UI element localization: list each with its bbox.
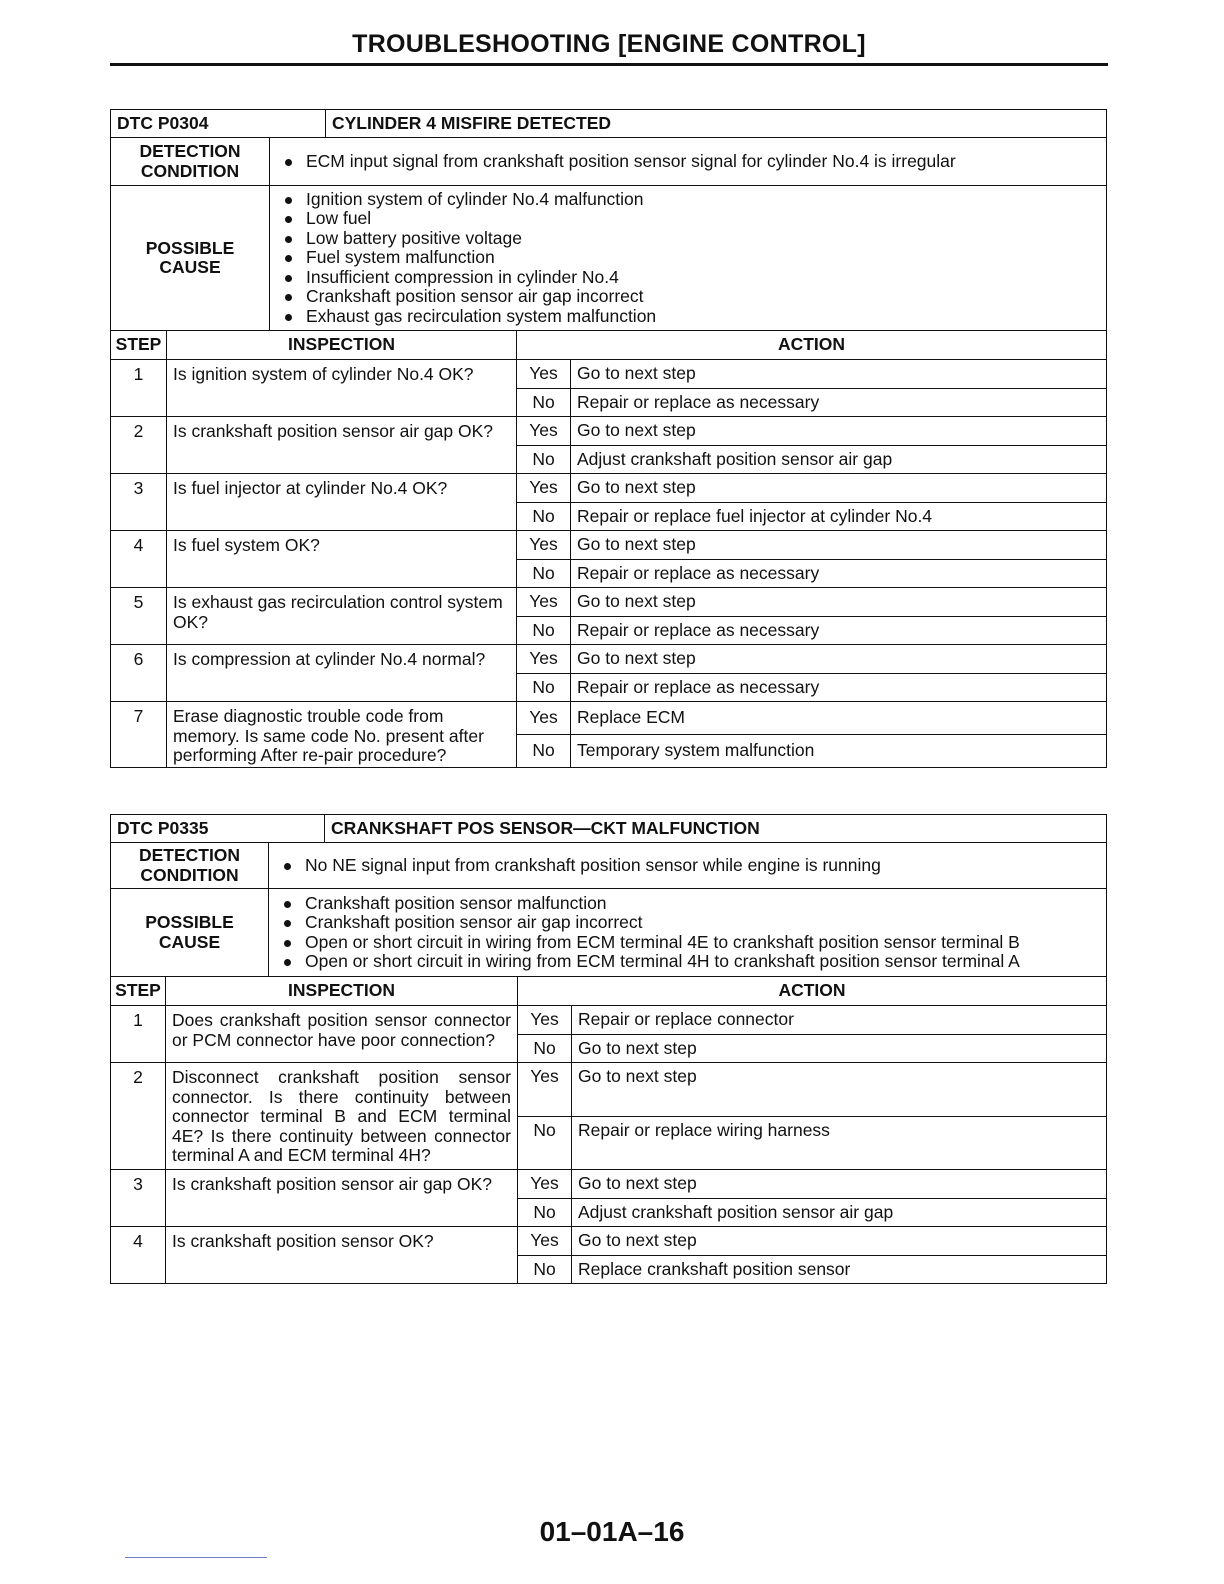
yes-action: Go to next step [571,474,1107,503]
yes-action: Go to next step [571,417,1107,446]
no-action: Temporary system malfunction [571,735,1107,768]
yes-label: Yes [518,1227,572,1256]
step-inspection: Is exhaust gas recirculation control system OK? [167,588,517,645]
step-inspection: Is crankshaft position sensor OK? [166,1227,518,1284]
dtc-name: CYLINDER 4 MISFIRE DETECTED [326,110,1107,138]
inspection-column-header: INSPECTION [166,977,518,1006]
yes-action: Go to next step [571,360,1107,389]
no-action: Repair or replace wiring harness [572,1117,1107,1170]
detection-condition-label [111,843,269,889]
detection-condition [270,138,1107,186]
action-column-header: ACTION [518,977,1107,1006]
cause-item: Open or short circuit in wiring from ECM terminal 4H to crankshaft position sensor terminal A [281,952,1100,972]
yes-action: Repair or replace connector [572,1006,1107,1035]
title-rule [110,63,1108,66]
action-column-header: ACTION [517,331,1107,360]
detection-label-line2: CONDITION [140,864,239,885]
no-label: No [517,389,571,417]
detection-condition [269,843,1107,889]
cause-item: Low fuel [282,209,1100,229]
detection-condition-label [111,138,270,186]
yes-label: Yes [518,1170,572,1199]
page-title: TROUBLESHOOTING [ENGINE CONTROL] [352,30,866,58]
detection-label-line1: DETECTION [139,141,241,161]
yes-label: Yes [518,1006,572,1035]
no-label: No [518,1117,572,1170]
cause-item: Crankshaft position sensor air gap incorrect [281,913,1100,933]
step-number: 1 [111,360,167,417]
possible-causes [269,889,1107,977]
no-label: No [518,1256,572,1284]
yes-action: Go to next step [572,1227,1107,1256]
dtc-name: CRANKSHAFT POS SENSOR—CKT MALFUNCTION [325,815,1107,843]
dtc-p0304-table [110,109,1106,768]
no-action: Repair or replace as necessary [571,617,1107,645]
step-inspection: Is ignition system of cylinder No.4 OK? [167,360,517,417]
page-number: 01–01A–16 [539,1516,685,1547]
no-action: Repair or replace as necessary [571,389,1107,417]
detection-label-line2: CONDITION [140,160,240,181]
step-number: 4 [111,531,167,588]
yes-action: Go to next step [571,645,1107,674]
no-label: No [517,735,571,768]
step-number: 7 [111,702,167,768]
cause-label-line2: CAUSE [158,931,221,952]
step-number: 3 [111,1170,166,1227]
step-inspection: Erase diagnostic trouble code from memory. Is same code No. present after performing After re-pair procedure? [167,702,517,768]
yes-action: Go to next step [571,588,1107,617]
step-inspection: Disconnect crankshaft position sensor connector. Is there continuity between connector terminal B and ECM terminal 4E? Is there continuity between connector terminal A and ECM terminal 4H? [166,1063,518,1170]
yes-action: Go to next step [571,531,1107,560]
step-number: 6 [111,645,167,702]
step-inspection: Is compression at cylinder No.4 normal? [167,645,517,702]
no-action: Repair or replace as necessary [571,560,1107,588]
yes-label: Yes [517,702,571,735]
yes-label: Yes [517,531,571,560]
no-label: No [517,503,571,531]
dtc-code: DTC P0304 [111,110,326,138]
inspection-column-header: INSPECTION [167,331,517,360]
step-number: 2 [111,417,167,474]
cause-item: Fuel system malfunction [282,248,1100,268]
step-column-header: STEP [111,331,167,360]
no-label: No [518,1199,572,1227]
step-number: 4 [111,1227,166,1284]
yes-label: Yes [517,474,571,503]
no-action: Go to next step [572,1035,1107,1063]
detection-item: ECM input signal from crankshaft position sensor signal for cylinder No.4 is irregular [282,152,1100,172]
cause-item: Exhaust gas recirculation system malfunction [282,307,1100,327]
no-label: No [518,1035,572,1063]
no-label: No [517,617,571,645]
dtc-p0335-table [110,814,1106,1284]
no-label: No [517,674,571,702]
cause-label-line2: CAUSE [159,257,221,277]
no-action: Repair or replace fuel injector at cylinder No.4 [571,503,1107,531]
possible-cause-label [111,186,270,331]
detection-item: No NE signal input from crankshaft position sensor while engine is running [281,856,1100,876]
yes-action: Replace ECM [571,702,1107,735]
yes-label: Yes [517,645,571,674]
no-action: Adjust crankshaft position sensor air gap [571,446,1107,474]
yes-label: Yes [517,360,571,389]
no-label: No [517,560,571,588]
step-inspection: Is fuel injector at cylinder No.4 OK? [167,474,517,531]
yes-action: Go to next step [572,1170,1107,1199]
yes-label: Yes [517,588,571,617]
step-inspection: Is fuel system OK? [167,531,517,588]
cause-label-line1: POSSIBLE [145,237,235,258]
cause-label-line1: POSSIBLE [145,912,234,932]
no-action: Adjust crankshaft position sensor air gap [572,1199,1107,1227]
step-number: 2 [111,1063,166,1170]
yes-label: Yes [517,417,571,446]
cause-item: Crankshaft position sensor malfunction [281,894,1100,914]
footer-rule [125,1557,267,1558]
step-number: 5 [111,588,167,645]
step-column-header: STEP [111,977,166,1006]
step-inspection: Does crankshaft position sensor connector or PCM connector have poor connection? [166,1006,518,1063]
yes-label: Yes [518,1063,572,1117]
cause-item: Insufficient compression in cylinder No.4 [282,268,1100,288]
cause-item: Crankshaft position sensor air gap incorrect [282,287,1100,307]
step-inspection: Is crankshaft position sensor air gap OK? [167,417,517,474]
yes-action: Go to next step [572,1063,1107,1117]
no-action: Replace crankshaft position sensor [572,1256,1107,1284]
step-number: 3 [111,474,167,531]
possible-causes [270,186,1107,331]
step-number: 1 [111,1006,166,1063]
detection-label-line1: DETECTION [138,845,241,865]
cause-item: Low battery positive voltage [282,229,1100,249]
cause-item: Ignition system of cylinder No.4 malfunction [282,190,1100,210]
possible-cause-label [111,889,269,977]
dtc-code: DTC P0335 [111,815,325,843]
no-action: Repair or replace as necessary [571,674,1107,702]
cause-item: Open or short circuit in wiring from ECM terminal 4E to crankshaft position sensor terminal B [281,933,1100,953]
no-label: No [517,446,571,474]
step-inspection: Is crankshaft position sensor air gap OK? [166,1170,518,1227]
